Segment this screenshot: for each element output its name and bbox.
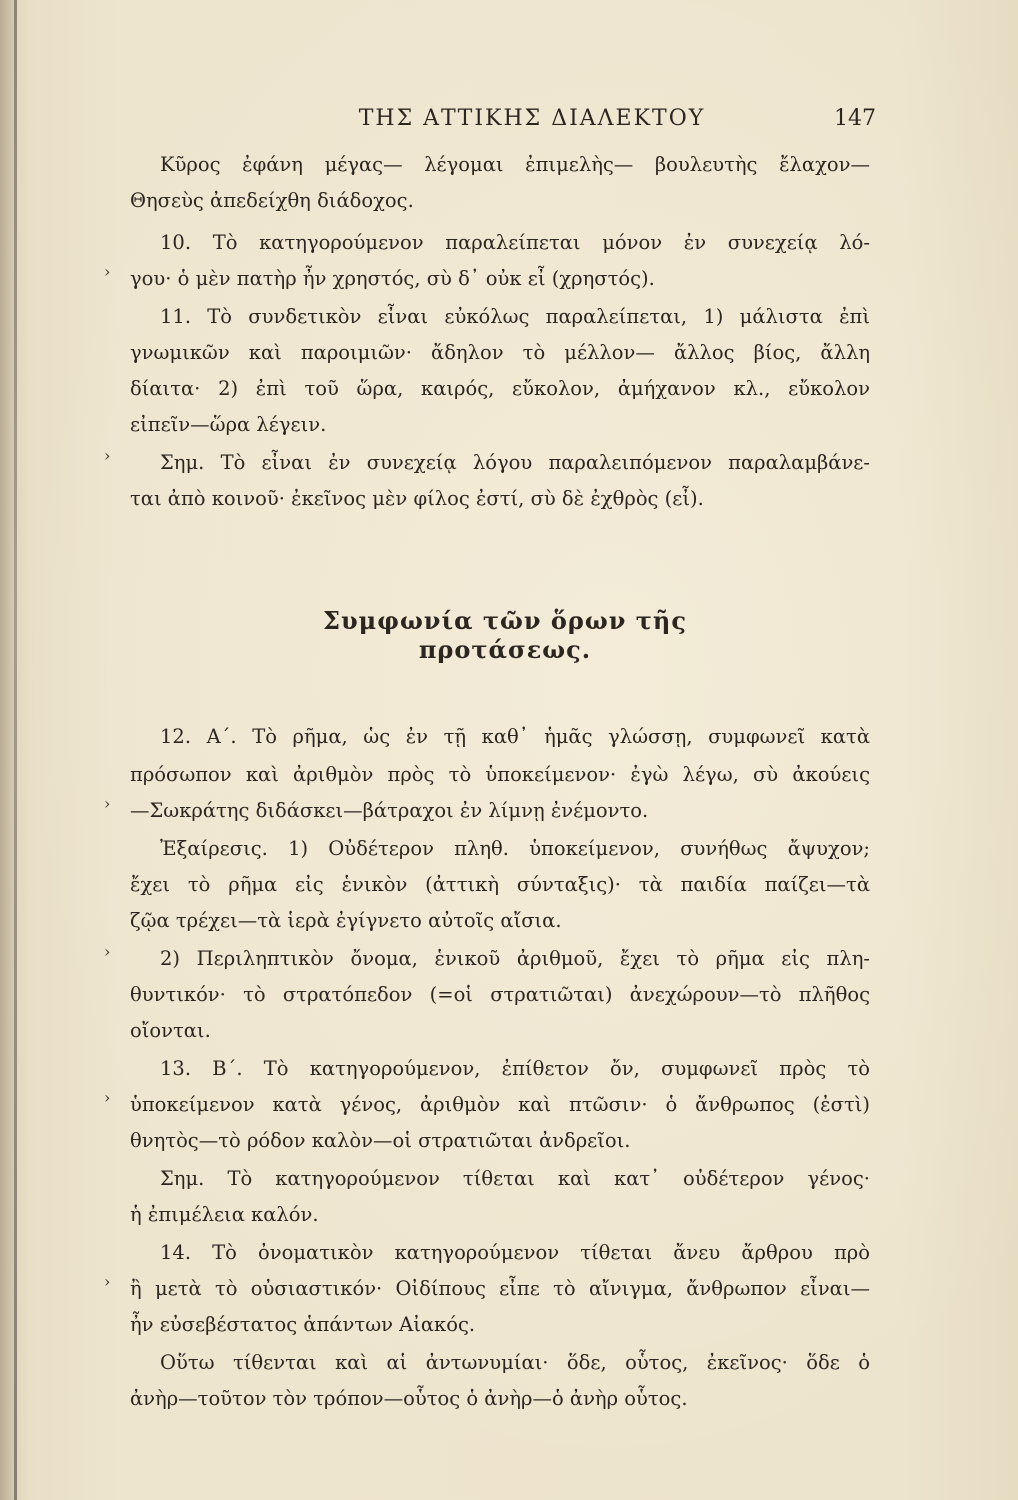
text-line: 10. Τὸ κατηγορούμενον παραλείπεται μόνον ἐν συνεχείᾳ λό-: [160, 231, 870, 254]
running-header: ΤΗΣ ΑΤΤΙΚΗΣ ΔΙΑΛΕΚΤΟΥ: [358, 106, 706, 131]
text-line: γου· ὁ μὲν πατὴρ ἦν χρηστός, σὺ δ᾽ οὐκ εἶ (χρηστός).: [130, 267, 655, 290]
text-line: Θησεὺς ἀπεδείχθη διάδοχος.: [130, 189, 414, 212]
text-line: δίαιτα· 2) ἐπὶ τοῦ ὥρα, καιρός, εὔκολον, ἀμήχανον κλ., εὔκολον: [130, 377, 870, 400]
page-number: 147: [834, 106, 876, 131]
text-line: ὑποκείμενον κατὰ γένος, ἀριθμὸν καὶ πτῶσιν· ὁ ἄνθρωπος (ἐστὶ): [130, 1093, 870, 1116]
text-line: ἀνὴρ—τοῦτον τὸν τρόπον—οὗτος ὁ ἀνὴρ—ὁ ἀνὴρ οὗτος.: [130, 1387, 688, 1410]
binding-line: [14, 0, 17, 1500]
text-line: ζῷα τρέχει—τὰ ἱερὰ ἐγίγνετο αὐτοῖς αἴσια.: [130, 909, 562, 932]
text-line: ἔχει τὸ ρῆμα εἰς ἑνικὸν (ἀττικὴ σύνταξις)· τὰ παιδία παίζει—τὰ: [130, 873, 870, 896]
text-line: ἢ μετὰ τὸ οὐσιαστικόν· Οἰδίπους εἶπε τὸ αἴνιγμα, ἄνθρωπον εἶναι—: [130, 1277, 870, 1300]
margin-mark: ›: [104, 1272, 111, 1291]
text-line: Ἐξαίρεσις. 1) Οὐδέτερον πληθ. ὑποκείμενον, συνήθως ἄψυχον;: [160, 837, 870, 860]
text-line: Οὕτω τίθενται καὶ αἱ ἀντωνυμίαι· ὅδε, οὗτος, ἐκεῖνος· ὅδε ὁ: [160, 1351, 870, 1374]
margin-mark: ›: [104, 942, 111, 961]
text-line: ἦν εὐσεβέστατος ἁπάντων Αἰακός.: [130, 1313, 476, 1336]
margin-mark: ›: [104, 794, 111, 813]
text-line: Κῦρος ἐφάνη μέγας— λέγομαι ἐπιμελὴς— βουλευτὴς ἔλαχον—: [160, 153, 870, 176]
text-line: ται ἀπὸ κοινοῦ· ἐκεῖνος μὲν φίλος ἐστί, σὺ δὲ ἐχθρὸς (εἶ).: [130, 487, 704, 510]
text-line: 11. Τὸ συνδετικὸν εἶναι εὐκόλως παραλείπεται, 1) μάλιστα ἐπὶ: [160, 305, 870, 328]
margin-mark: ›: [104, 1088, 111, 1107]
binding-edge: [0, 0, 14, 1500]
text-line: γνωμικῶν καὶ παροιμιῶν· ἄδηλον τὸ μέλλον— ἄλλος βίος, ἄλλη: [130, 341, 870, 364]
section-heading: Συμφωνία τῶν ὅρων τῆς προτάσεως.: [323, 606, 687, 664]
text-line: 13. Β΄. Τὸ κατηγορούμενον, ἐπίθετον ὄν, συμφωνεῖ πρὸς τὸ: [160, 1057, 870, 1080]
text-line: θυντικόν· τὸ στρατόπεδον (=οἱ στρατιῶται) ἀνεχώρουν—τὸ πλῆθος: [130, 983, 870, 1006]
margin-mark: ›: [104, 446, 111, 465]
text-line: οἴονται.: [130, 1019, 211, 1042]
text-line: Σημ. Τὸ κατηγορούμενον τίθεται καὶ κατ᾽ οὐδέτερον γένος·: [160, 1167, 870, 1190]
text-line: ἡ ἐπιμέλεια καλόν.: [130, 1203, 319, 1226]
text-line: 12. Α΄. Τὸ ρῆμα, ὡς ἐν τῇ καθ᾽ ἡμᾶς γλώσσῃ, συμφωνεῖ κατὰ: [160, 725, 870, 748]
text-line: εἰπεῖν—ὥρα λέγειν.: [130, 413, 327, 436]
margin-mark: ›: [104, 262, 111, 281]
text-line: Σημ. Τὸ εἶναι ἐν συνεχείᾳ λόγου παραλειπόμενον παραλαμβάνε-: [160, 451, 870, 474]
text-line: —Σωκράτης διδάσκει—βάτραχοι ἐν λίμνῃ ἐνέμοντο.: [130, 799, 649, 822]
text-line: πρόσωπον καὶ ἀριθμὸν πρὸς τὸ ὑποκείμενον· ἐγὼ λέγω, σὺ ἀκούεις: [130, 763, 870, 786]
text-line: 14. Τὸ ὀνοματικὸν κατηγορούμενον τίθεται ἄνευ ἄρθρου πρὸ: [160, 1241, 870, 1264]
text-line: 2) Περιληπτικὸν ὄνομα, ἑνικοῦ ἀριθμοῦ, ἔχει τὸ ρῆμα εἰς πλη-: [160, 947, 870, 970]
text-line: θνητὸς—τὸ ρόδον καλὸν—οἱ στρατιῶται ἀνδρεῖοι.: [130, 1129, 631, 1152]
